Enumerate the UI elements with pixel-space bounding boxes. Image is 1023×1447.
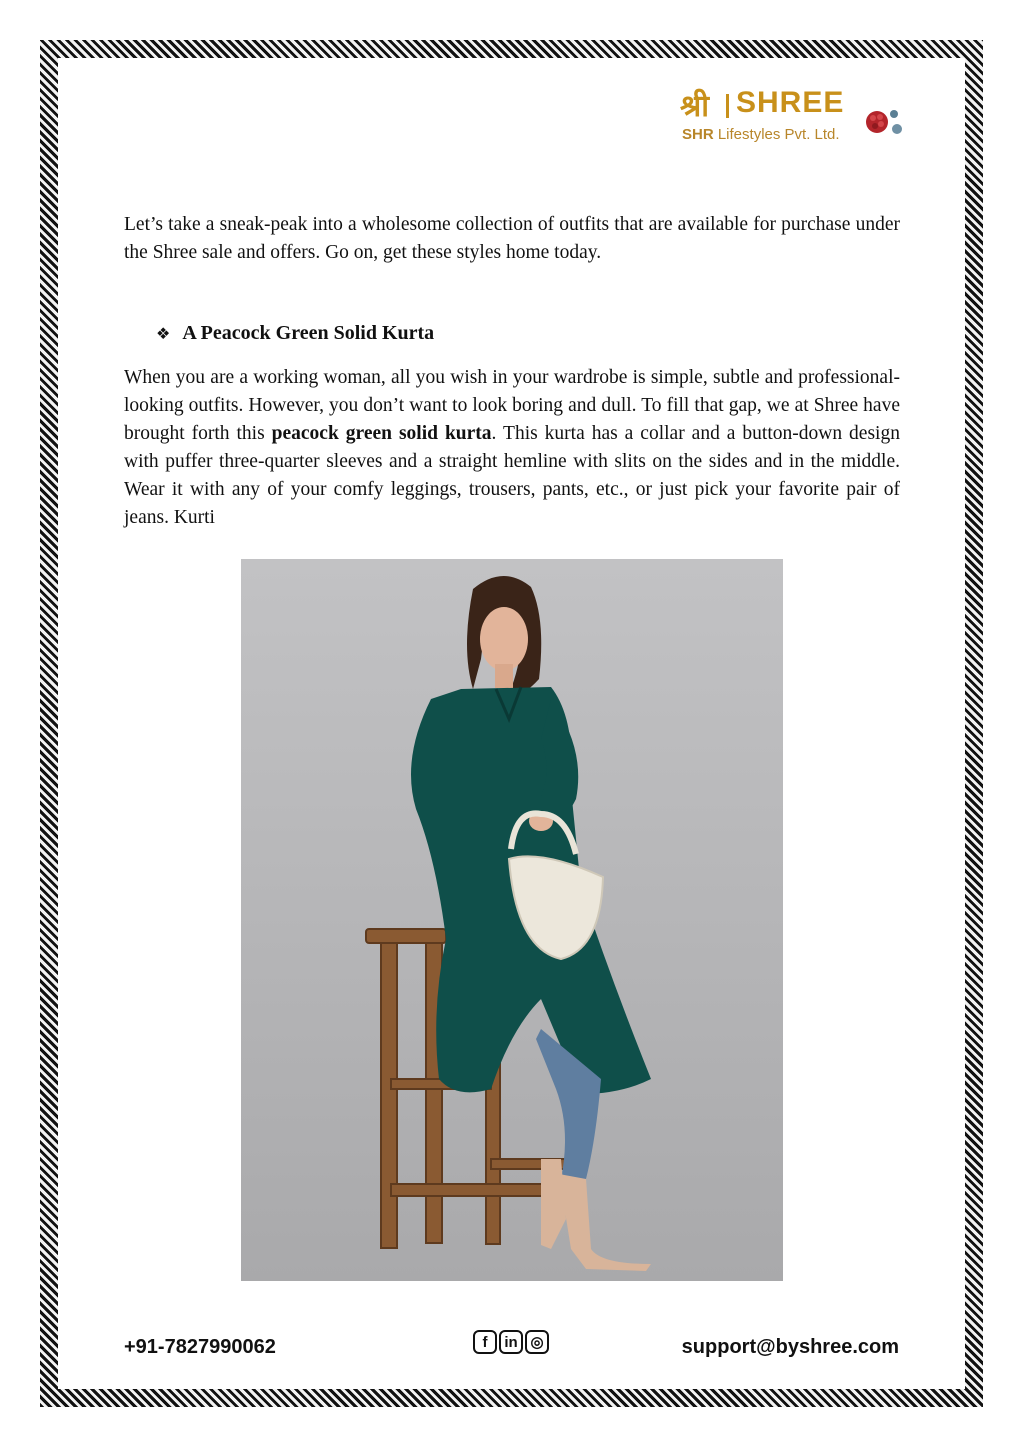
diamond-bullet-icon: ❖ bbox=[156, 324, 171, 343]
logo-divider bbox=[726, 94, 729, 118]
body-bold-phrase: peacock green solid kurta bbox=[271, 423, 492, 444]
instagram-icon[interactable]: ◎ bbox=[525, 1330, 549, 1354]
logo-script-text: श्री bbox=[680, 89, 710, 124]
logo-company-name bbox=[682, 126, 840, 143]
social-links bbox=[473, 1330, 549, 1354]
footer-phone[interactable]: +91-7827990062 bbox=[124, 1336, 276, 1358]
logo-company-prefix: SHR bbox=[682, 126, 714, 143]
logo-flower-icon bbox=[864, 108, 904, 144]
model-illustration bbox=[241, 559, 783, 1281]
body-text-start: When you are a working woman, all you wish in your wardrobe is simple, subtle and professional-looking outfits. However, you don’t want to look boring and dull. To fill that gap, we at Shree have brought forth this bbox=[124, 367, 900, 444]
company-logo bbox=[680, 84, 910, 154]
section-heading bbox=[156, 322, 434, 345]
section-body-paragraph bbox=[124, 364, 900, 532]
section-heading-text: A Peacock Green Solid Kurta bbox=[182, 322, 435, 344]
linkedin-icon[interactable]: in bbox=[499, 1330, 523, 1354]
facebook-icon[interactable]: f bbox=[473, 1330, 497, 1354]
footer-email[interactable]: support@byshree.com bbox=[681, 1336, 899, 1358]
logo-brand-name: SHREE bbox=[736, 86, 845, 119]
intro-paragraph: Let’s take a sneak-peak into a wholesome collection of outfits that are available for purchase under the Shree sale and offers. Go on, get these styles home today. bbox=[124, 214, 900, 263]
logo-company-rest: Lifestyles Pvt. Ltd. bbox=[713, 126, 840, 143]
product-photo bbox=[241, 559, 783, 1281]
body-text-end: . This kurta has a collar and a button-down design with puffer three-quarter sleeves and a straight hemline with slits on the sides and in the middle. Wear it with any of your comfy leggings, trousers, pants, etc., or just pick your favorite pair of jeans. Kurti bbox=[124, 423, 900, 528]
